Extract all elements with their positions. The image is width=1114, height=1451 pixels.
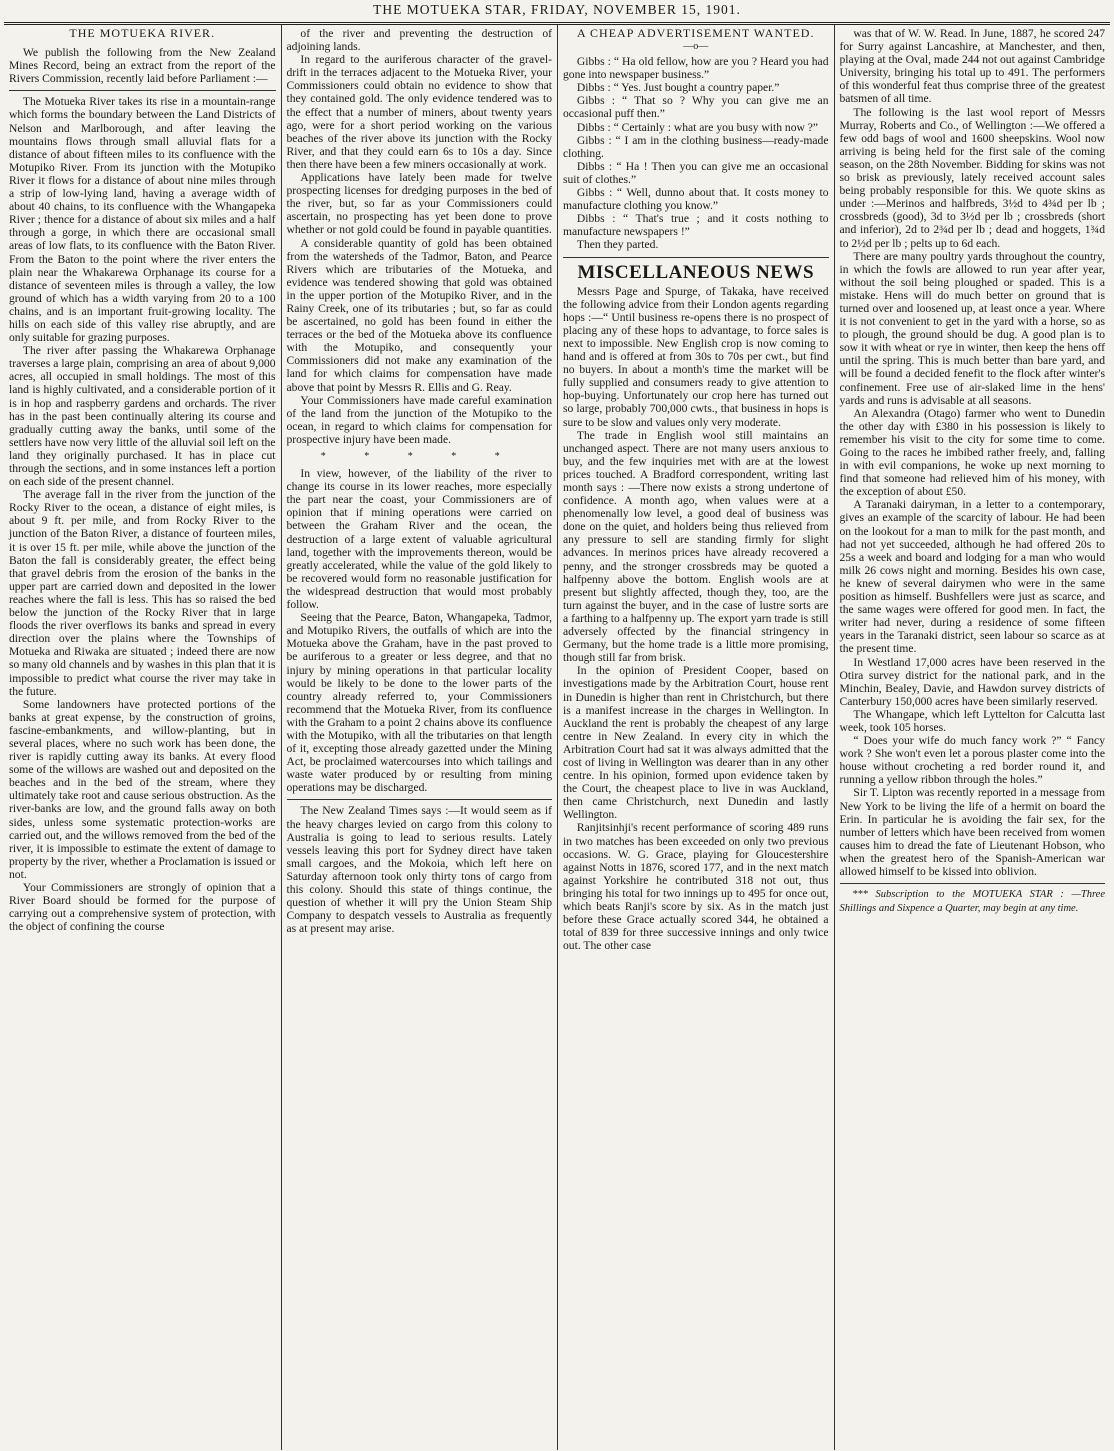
paragraph: We publish the following from the New Zealand Mines Record, being an extract from the report of the Rivers Commission, recently laid before Parliament :— (9, 46, 276, 86)
paragraph: Sir T. Lipton was recently reported in a message from New York to be living the life of a hermit on board the Erin. In particular he is avoiding the fair sex, for the number of letters which have been received from women causes him to dread the fate of Lieutenant Hobson, who when the greatest hero of the Spanish-American war allowed himself to be kissed into oblivion. (839, 786, 1105, 878)
subscription-notice: *** Subscription to the MOTUEKA STAR : —Three Shillings and Sixpence a Quarter, may begin at any time. (839, 889, 1105, 915)
divider (287, 799, 553, 800)
paragraph: Some landowners have protected portions of the banks at great expense, by the construction of groins, fascine-embankments, and willow-planting, but in several places, where no such work has been done, the river is rapidly cutting away its banks. At every flood some of the willows are washed out and deposited on the beaches and in the bed of the stream, where they ultimately take root and cause serious obstruction. As the river-banks are low, and the ground falls away on both sides, unless some systematic protection-works are carried out, and the willows removed from the bed of the river, it is impossible to estimate the extent of damage to property by the river, whether a Proclamation is issued or not. (9, 697, 276, 881)
paragraph: The New Zealand Times says :—It would seem as if the heavy charges levied on cargo from this colony to Australia is going to lead to serious results. Lately vessels leaving this port for Sydney direct have taken small cargoes, and the Mokoia, which left here on Saturday afternoon took only thirty tons of cargo from this colony. Should this state of things continue, the question of whether it will pry the Union Steam Ship Company to despatch vessels to Australia as frequently as at present may arise. (286, 804, 552, 936)
paragraph: was that of W. W. Read. In June, 1887, he scored 247 for Surry against Lancashire, at Manchester, and then, playing at the Oval, made 244 not out against Cambridge University, bringing his total up to 491. The performers of this wonderful feat thus comprise three of the greatest batsmen of all time. (839, 27, 1105, 106)
section-break-stars: * * * * * (320, 451, 518, 462)
paragraph: Applications have lately been made for twelve prospecting licenses for dredging purposes in the bed of the river, but, so far as your Commissioners could ascertain, no prospecting has yet been done to prove whether or not gold could be found in payable quantities. (286, 171, 552, 237)
paragraph: Ranjitsinhji's recent performance of scoring 489 runs in two matches has been exceeded on only two previous occasions. W. G. Grace, playing for Gloucestershire against Notts in 1876, scored 177, and in the next match against Yorkshire he contributed 318 not out, thus bringing his total for two innings up to 495 for once out, which beats Ranji's score by six. As in the match just before these Grace actually scored 344, he obtained a total of 839 for three successive innings and only twice out. The other case (563, 821, 829, 953)
dialogue-line: Gibbs : “ That so ? Why you can give me an occasional puff then.” (563, 94, 829, 121)
paragraph: The following is the last wool report of Messrs Murray, Roberts and Co., of Wellington :—We offered a few odd bags of wool and 1600 sheepskins. Wool now arriving is being held for the first sale of the coming season, on the 28th November. Bidding for skins was not so brisk as previously, lately received account sales being probably responsible for this. We quote skins as under :—Merinos and halfbreds, 3½d to 4¾d per lb ; crossbreds (good), 3d to 3½d per lb ; crossbreds (short and inferior), 2d to 2¾d per lb ; dead and hoggets, 1¾d to 2½d per lb ; pelts up to 6d each. (839, 105, 1105, 250)
paragraph: In view, however, of the liability of the river to change its course in its lower reaches, more especially the part near the coast, your Commissioners are of opinion that if mining operations were carried on between the Graham River and the ocean, the destruction of a large extent of valuable agricultural land, together with the improvements thereon, would be greatly accelerated, while the value of the gold likely to be recovered would form no reasonable justification for the widespread destruction that would most probably follow. (286, 467, 552, 612)
dialogue-line: Gibbs : “ Ha old fellow, how are you ? Heard you had gone into newspaper business.” (563, 55, 829, 82)
dialogue-line: Gibbs : “ Well, dunno about that. It costs money to manufacture clothing you know.” (563, 186, 829, 213)
dialogue-line: Dibbs : “ Ha ! Then you can give me an occasional suit of clothes.” (563, 159, 829, 186)
dialogue-line: Dibbs : “ Yes. Just bought a country paper.” (576, 81, 780, 95)
paragraph: In the opinion of President Cooper, based on investigations made by the Arbitration Court, house rent in Dunedin is higher than rent in Christchurch, but there is a manifest increase in the charges in Wellington. In Auckland the rent is probably the cheapest of any large centre in New Zealand. In every city in which the Arbitration Court had sat it was always admitted that the cost of living in Wellington was dearer than in any other centre. In his opinion, formed upon evidence taken by the Court, the cheapest place to live in was Auckland, then came Christchurch, next Dunedin and lastly Wellington. (563, 664, 829, 822)
columns (4, 25, 1110, 1450)
paragraph: The trade in English wool still maintains an unchanged aspect. There are not many users anxious to buy, and the few inquiries met with are at the lowest prices touched. A Bradford correspondent, writing last month says : —There now exists a strong undertone of confidence. A month ago, when values were at a phenomenally low level, a good deal of business was done on the quiet, and holders being thus relieved from any pressure to sell are standing firmly for slight advances. In merinos prices have already recovered a penny, and the stronger crossbreds may be quoted a halfpenny above the bottom. English wools are at present but slightly affected, though they, too, are the turn against the buyer, and in the case of lustre sorts are a farthing to a halfpenny up. The export yarn trade is still adversely offected by the financial stringency in Germany, but the home trade is a little more promising, though still far from brisk. (563, 428, 829, 665)
dialogue-line: Gibbs : “ I am in the clothing business—ready-made clothing. (563, 133, 829, 160)
paragraph: Seeing that the Pearce, Baton, Whangapeka, Tadmor, and Motupiko Rivers, the outfalls of which are into the Motueka above the Graham, have in the past proved to be auriferous to a greater or less degree, and that no injury by mining operations in that particular locality would be likely to be done to the lower parts of the country already referred to, your Commissioners recommend that the Motueka River, from its confluence with the Graham to a point 2 chains above its confluence with the Motupiko, with all the tributaries on that length of it, excepting those already gazetted under the Mining Act, be proclaimed watercourses into which tailings and waste water produced by or resulting from mining operations may be discharged. (286, 611, 552, 795)
divider (563, 257, 829, 258)
column-2 (281, 25, 558, 1450)
divider (9, 90, 276, 91)
column-3 (557, 25, 834, 1450)
column-1 (4, 25, 281, 1450)
paragraph: Messrs Page and Spurge, of Takaka, have received the following advice from their London agents regarding hops :—“ Until business re-opens there is no prospect of placing any of these hops to advantage, to force sales is next to impossible. New English crop is now coming to hand and is offered at from 30s to 70s per cwt., but find no buyers. In about a month's time the market will be fully supplied and consumers ready to give attention to hop-buying. Unfortunately our crop here has turned out so large, probably 700,000 cwts., that business in hops is sure to be slow and values only very moderate. (563, 284, 829, 429)
dialogue-line: Dibbs : “ Certainly : what are you busy with now ?” (576, 120, 819, 134)
dialogue-line: Dibbs : “ That's true ; and it costs nothing to manufacture newspapers !” (563, 212, 829, 239)
paragraph: In regard to the auriferous character of the gravel-drift in the terraces adjacent to the Motueka River, your Commissioners could obtain no evidence to show that they contained gold. The only evidence tendered was to the effect that a number of miners, about twenty years ago, were for a short period working on the various beaches of the river above its junction with the Rocky River, and that they could earn 6s to 10s a day. Since then there have been a few miners occasionally at work. (286, 53, 552, 171)
dialogue-line: Then they parted. (576, 238, 659, 252)
section-title-miscellaneous-news: MISCELLANEOUS NEWS (577, 261, 815, 283)
divider (840, 883, 1106, 884)
paragraph: In Westland 17,000 acres have been reserved in the Otira survey district for the national park, and in the Minchin, Bealey, Davie, and Hawdon survey districts of Canterbury 150,000 acres have been similarly reserved. (839, 655, 1105, 708)
paragraph: A Taranaki dairyman, in a letter to a contemporary, gives an example of the scarcity of labour. He had been on the lookout for a man to milk for the past month, and had not yet succeeded, although he had offered 20s to 25s a week and board and lodging for a man who would milk 26 cows night and morning. Besides his own case, he knew of several dairymen who were in the same position as himself. Bushfellers were just as scarce, and the same wages were offered for good men. In fact, the writer had never, during a residence of some fifteen years in the Taranaki district, seen labour so scarce as at the present time. (839, 498, 1105, 656)
article-heading-motueka-river: THE MOTUEKA RIVER. (69, 26, 216, 40)
paragraph: The Whangape, which left Lyttelton for Calcutta last week, took 105 horses. (839, 707, 1105, 734)
paragraph: The average fall in the river from the junction of the Rocky River to the ocean, a distance of eight miles, is about 9 ft. per mile, and from Rocky River to the junction of the Baton River, a distance of fourteen miles, it is over 15 ft. per mile, while above the junction of the Baton the fall is considerably greater, the effect being that gravel debris from the erosion of the banks in the upper part are carried down and deposited in the lower reaches where the fall is less. This has so raised the bed below the junction of the Rocky River that in large floods the river overflows its banks and spread in every direction over the plains where the Townships of Motueka and Riwaka are situated ; indeed there are now so many old channels and by washes in this plan that it is impossible to predict what course the river may take in the future. (9, 488, 276, 698)
article-heading-cheap-advertisement: A CHEAP ADVERTISEMENT WANTED. (577, 26, 815, 40)
masthead: THE MOTUEKA STAR, FRIDAY, NOVEMBER 15, 1901. (4, 0, 1110, 25)
paragraph: An Alexandra (Otago) farmer who went to Dunedin the other day with £380 in his possession is likely to remember his visit to the city for some time to come. Going to the races he imbibed rather freely, and, falling in with evil companions, he woke up next morning to find that someone had relieved him of his money, with the exception of about £50. (839, 406, 1105, 499)
ornament-dash: —o— (683, 41, 709, 52)
paragraph: Your Commissioners have made careful examination of the land from the junction of the Motupiko to the ocean, in regard to which claims for compensation for prospective injury have been made. (286, 393, 552, 446)
paragraph: The Motueka River takes its rise in a mountain-range which forms the boundary between the Land Districts of Nelson and Marlborough, and after leaving the mountains flows through small alluvial flats for a distance of about fifteen miles to its confluence with the Motupiko River. From its junction with the Motupiko River it flows for a distance of about nine miles through a strip of low-lying land, having a average width of about 40 chains, to its confluence with the Whangapeka River ; thence for a distance of about six miles and a half through a gorge, in which there are occasional small areas of low flats, to its confluence with the Baton River. From the Baton to the point where the river enters the plain near the Whakarewa Orphanage its course for a distance of seventeen miles is through a valley, the low ground of which has a width varying from 20 to a 100 chains, and is an important fruit-growing locality. The hills on each side of this valley rise abruptly, and are only suitable for grazing purposes. (9, 95, 276, 345)
paragraph: “ Does your wife do much fancy work ?” “ Fancy work ? She won't even let a porous plaster come into the house without crocheting a red border round it, and running a yellow ribbon through the holes.” (839, 734, 1105, 787)
paragraph: A considerable quantity of gold has been obtained from the watersheds of the Tadmor, Baton, and Pearce Rivers which are tributaries of the Motueka, and evidence was tendered showing that gold was obtained in the upper portion of the Motupiko River, and in the Rainy Creek, one of its tributaries ; but, so far as could be ascertained, no gold has been found in either the terraces or the bed of the Motueka above its confluence with the Motupiko, and consequently your Commissioners did not make any examination of the land for which claims for compensation have made above that point by Messrs R. Ellis and G. Reay. (286, 236, 552, 394)
paragraph: of the river and preventing the destruction of adjoining lands. (286, 27, 552, 54)
paragraph: The river after passing the Whakarewa Orphanage traverses a large plain, comprising an area of about 9,000 acres, all occupied in small holdings. The most of this land is highly cultivated, and a considerable portion of it is in hop and raspberry gardens and orchards. The river has in the past been continually altering its course and gradually cutting away the banks, until some of the settlers have now very little of the alluvial soil left on the land they originally purchased. It has in place cut through the sections, and in some instances left a portion on each side of the present channel. (9, 344, 276, 489)
paragraph: There are many poultry yards throughout the country, in which the fowls are allowed to run year after year, without the soil being ploughed or spaded. This is a mistake. Hens will do much better on ground that is turned over and loosened up, at least once a year. Where it is not convenient to get in the yard with a horse, so as to plough, the ground should be dug. A good plan is to sow it with wheat or rye in winter, then keep the hens off until the spring. This is much better than bare yard, and will be found a decided fenefit to the flock after winter's confinement. Free use of air-slaked lime in the hens' yards and runs is advisable at all seasons. (839, 249, 1105, 407)
column-4 (834, 25, 1111, 1450)
paragraph: Your Commissioners are strongly of opinion that a River Board should be formed for the purpose of carrying out a comprehensive system of protection, with the object of confining the course (9, 881, 276, 934)
